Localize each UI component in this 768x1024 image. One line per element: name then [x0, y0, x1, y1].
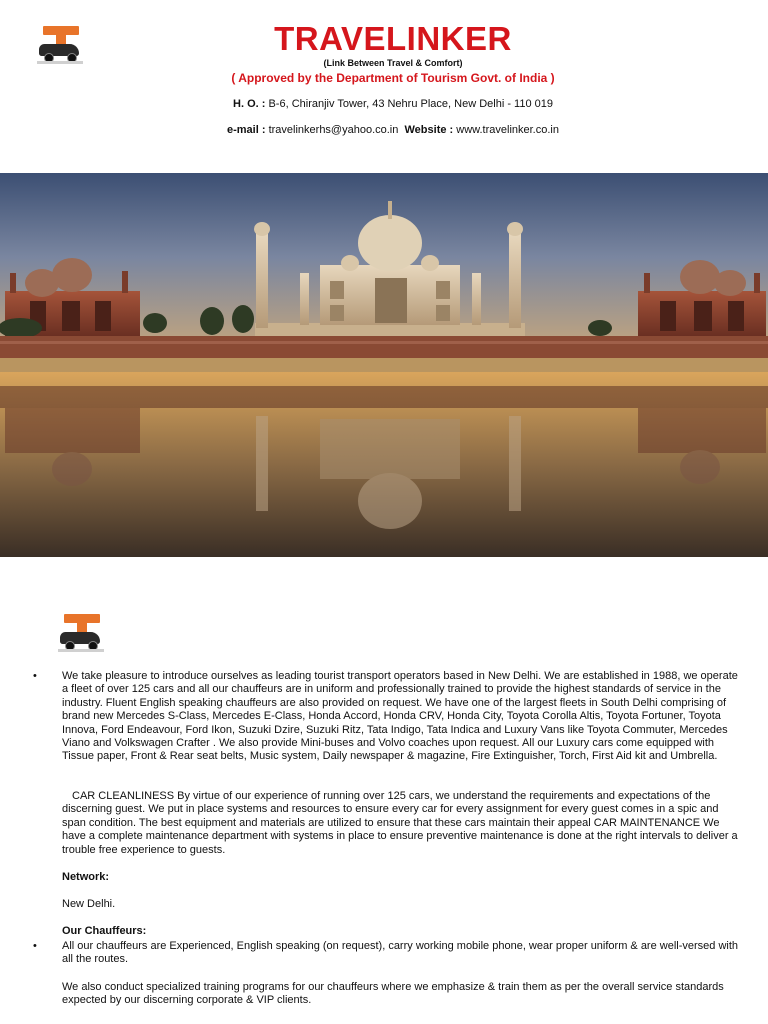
website-label: Website : — [404, 124, 454, 136]
travelinker-logo-icon — [58, 612, 106, 652]
bullet: • — [33, 940, 37, 952]
intro-paragraph: We take pleasure to introduce ourselves as leading tourist transport operators based in New Delhi. We are established in 1988, we operate a fleet of over 125 cars and all our chauffeurs are in uniform and professionally trained to provide the highest standards of service in the industry. Fluent English speaking chauffeurs are also provided on request. We have one of the largest fleets in South Delhi comprising of brand new Mercedes S-Class, Mercedes E-Class, Honda Accord, Honda CRV, Honda City, Toyota Corolla Altis, Toyota Fortuner, Toyota Innova, Ford Endeavour, Ford Ikon, Suzuki Dzire, Suzuki Ritz, Tata Indigo, Tata Indica and Luxury Vans like Toyota Commuter, Mercedes Viano and Volkswagen Crafter . We also provide Mini-buses and Volvo coaches upon request. All our Luxury cars come equipped with Tissue paper, Front & Rear seat belts, Music system, Daily newspaper & magazine, Fire Extinguisher, Torch, First Aid kit and Umbrella. — [62, 670, 738, 763]
website-link[interactable]: www.travelinker.co.in — [456, 124, 559, 136]
network-value: New Delhi. — [62, 898, 116, 910]
bullet: • — [33, 670, 37, 682]
email-link[interactable]: travelinkerhs@yahoo.co.in — [268, 124, 399, 136]
company-title: TRAVELINKER — [274, 20, 512, 57]
company-tagline: (Link Between Travel & Comfort) — [323, 58, 463, 68]
cleanliness-paragraph: CAR CLEANLINESS By virtue of our experience of running over 125 cars, we understand the requirements and expectations of the discerning guest. We put in place systems and resources to ensure every car for every assignment for every guest comes in a spic and span condition. The best equipment and materials are utilized to ensure that these cars maintain their appeal CAR MAINTENANCE We have a complete maintenance department with systems in place to ensure preventive maintenance is done at the right intervals to deliver a trouble free experience to guests. — [62, 790, 738, 856]
training-paragraph: We also conduct specialized training programs for our chauffeurs where we emphasize & train them as per the overall service standards expected by our discerning corporate & VIP clients. — [62, 981, 724, 1007]
chauffeurs-heading: Our Chauffeurs: — [62, 925, 147, 937]
network-heading: Network: — [62, 871, 110, 883]
taj-mahal-photo — [0, 173, 768, 557]
email-label: e-mail : — [227, 124, 266, 136]
approval-line: ( Approved by the Department of Tourism Govt. of India ) — [231, 71, 555, 85]
contact-line — [0, 124, 768, 136]
head-office-value: B-6, Chiranjiv Tower, 43 Nehru Place, New Delhi - 110 019 — [268, 98, 553, 110]
head-office-label: H. O. : — [233, 98, 266, 110]
chauffeurs-paragraph: All our chauffeurs are Experienced, English speaking (on request), carry working mobile phone, wear proper uniform & are well-versed with all the routes. — [62, 940, 739, 966]
head-office-address — [0, 98, 768, 110]
